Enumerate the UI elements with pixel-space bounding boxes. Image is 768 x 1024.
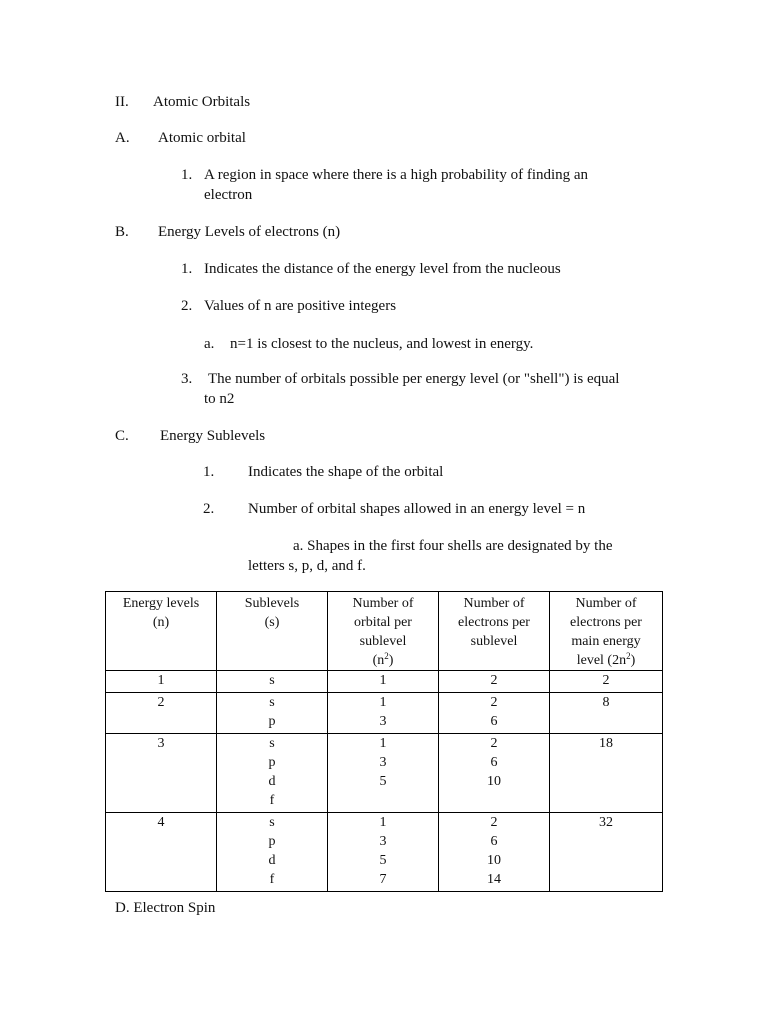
- b-item-2a-text: n=1 is closest to the nucleus, and lowest in energy.: [230, 336, 534, 352]
- cell-sublevels: s p d f: [217, 813, 328, 892]
- cell-total-electrons: 18: [550, 734, 663, 813]
- heading-b-letter: B.: [115, 224, 129, 240]
- cell-electrons: 2 6 10: [439, 734, 550, 813]
- c-item-2a-text-line1: a. Shapes in the first four shells are designated by the: [293, 538, 613, 554]
- cell-sublevels: s: [217, 671, 328, 693]
- header-electrons-per-sublevel: Number of electrons per sublevel: [439, 592, 550, 671]
- cell-orbitals: 1 3: [328, 693, 439, 734]
- cell-electrons: 2: [439, 671, 550, 693]
- c-item-1-text: Indicates the shape of the orbital: [248, 464, 444, 480]
- b-item-3-text-line1: The number of orbitals possible per energy level (or "shell") is equal: [208, 371, 620, 387]
- cell-energy-level: 3: [106, 734, 217, 813]
- b-item-1-number: 1.: [181, 261, 193, 277]
- cell-orbitals: 1: [328, 671, 439, 693]
- cell-orbitals: 1 3 5: [328, 734, 439, 813]
- b-item-1-text: Indicates the distance of the energy level from the nucleous: [204, 261, 561, 277]
- b-item-2-text: Values of n are positive integers: [204, 298, 397, 314]
- c-item-2-number: 2.: [203, 501, 215, 517]
- table-row: [106, 693, 663, 734]
- header-orbitals-per-sublevel: Number of orbital per sublevel $(n^2)$: [328, 592, 439, 671]
- a-item-1-text-line1: A region in space where there is a high probability of finding an: [204, 167, 589, 183]
- table-row: [106, 734, 663, 813]
- cell-electrons: 2 6 10 14: [439, 813, 550, 892]
- cell-total-electrons: 32: [550, 813, 663, 892]
- header-sublevels: Sublevels (s): [217, 592, 328, 671]
- a-item-1-text-line2: electron: [204, 187, 253, 203]
- cell-orbitals: 1 3 5 7: [328, 813, 439, 892]
- heading-c-title: Energy Sublevels: [160, 428, 266, 444]
- heading-a-letter: A.: [115, 130, 130, 146]
- c-item-2-text: Number of orbital shapes allowed in an energy level = n: [248, 501, 586, 517]
- c-item-2a-text-line2: letters s, p, d, and f.: [248, 558, 366, 574]
- header-energy-levels: Energy levels (n): [106, 592, 217, 671]
- section-numeral: II.: [115, 94, 129, 110]
- cell-energy-level: 1: [106, 671, 217, 693]
- b-item-2a-letter: a.: [204, 336, 215, 352]
- b-item-2-number: 2.: [181, 298, 193, 314]
- a-item-1-number: 1.: [181, 167, 193, 183]
- table-header-row: [106, 592, 663, 671]
- cell-electrons: 2 6: [439, 693, 550, 734]
- orbital-table: [105, 591, 663, 892]
- cell-sublevels: s p d f: [217, 734, 328, 813]
- heading-d: D. Electron Spin: [115, 900, 216, 916]
- cell-total-electrons: 8: [550, 693, 663, 734]
- cell-energy-level: 2: [106, 693, 217, 734]
- c-item-1-number: 1.: [203, 464, 215, 480]
- b-item-3-number: 3.: [181, 371, 193, 387]
- table-row: [106, 813, 663, 892]
- b-item-3-text-line2: to n2: [204, 391, 235, 407]
- cell-total-electrons: 2: [550, 671, 663, 693]
- table-row: [106, 671, 663, 693]
- cell-energy-level: 4: [106, 813, 217, 892]
- section-title: Atomic Orbitals: [153, 94, 251, 110]
- header-electrons-per-main-level: Number of electrons per main energy level $(2n^2)$: [550, 592, 663, 671]
- heading-c-letter: C.: [115, 428, 129, 444]
- heading-a-title: Atomic orbital: [158, 130, 246, 146]
- heading-b-title: Energy Levels of electrons (n): [158, 224, 341, 240]
- cell-sublevels: s p: [217, 693, 328, 734]
